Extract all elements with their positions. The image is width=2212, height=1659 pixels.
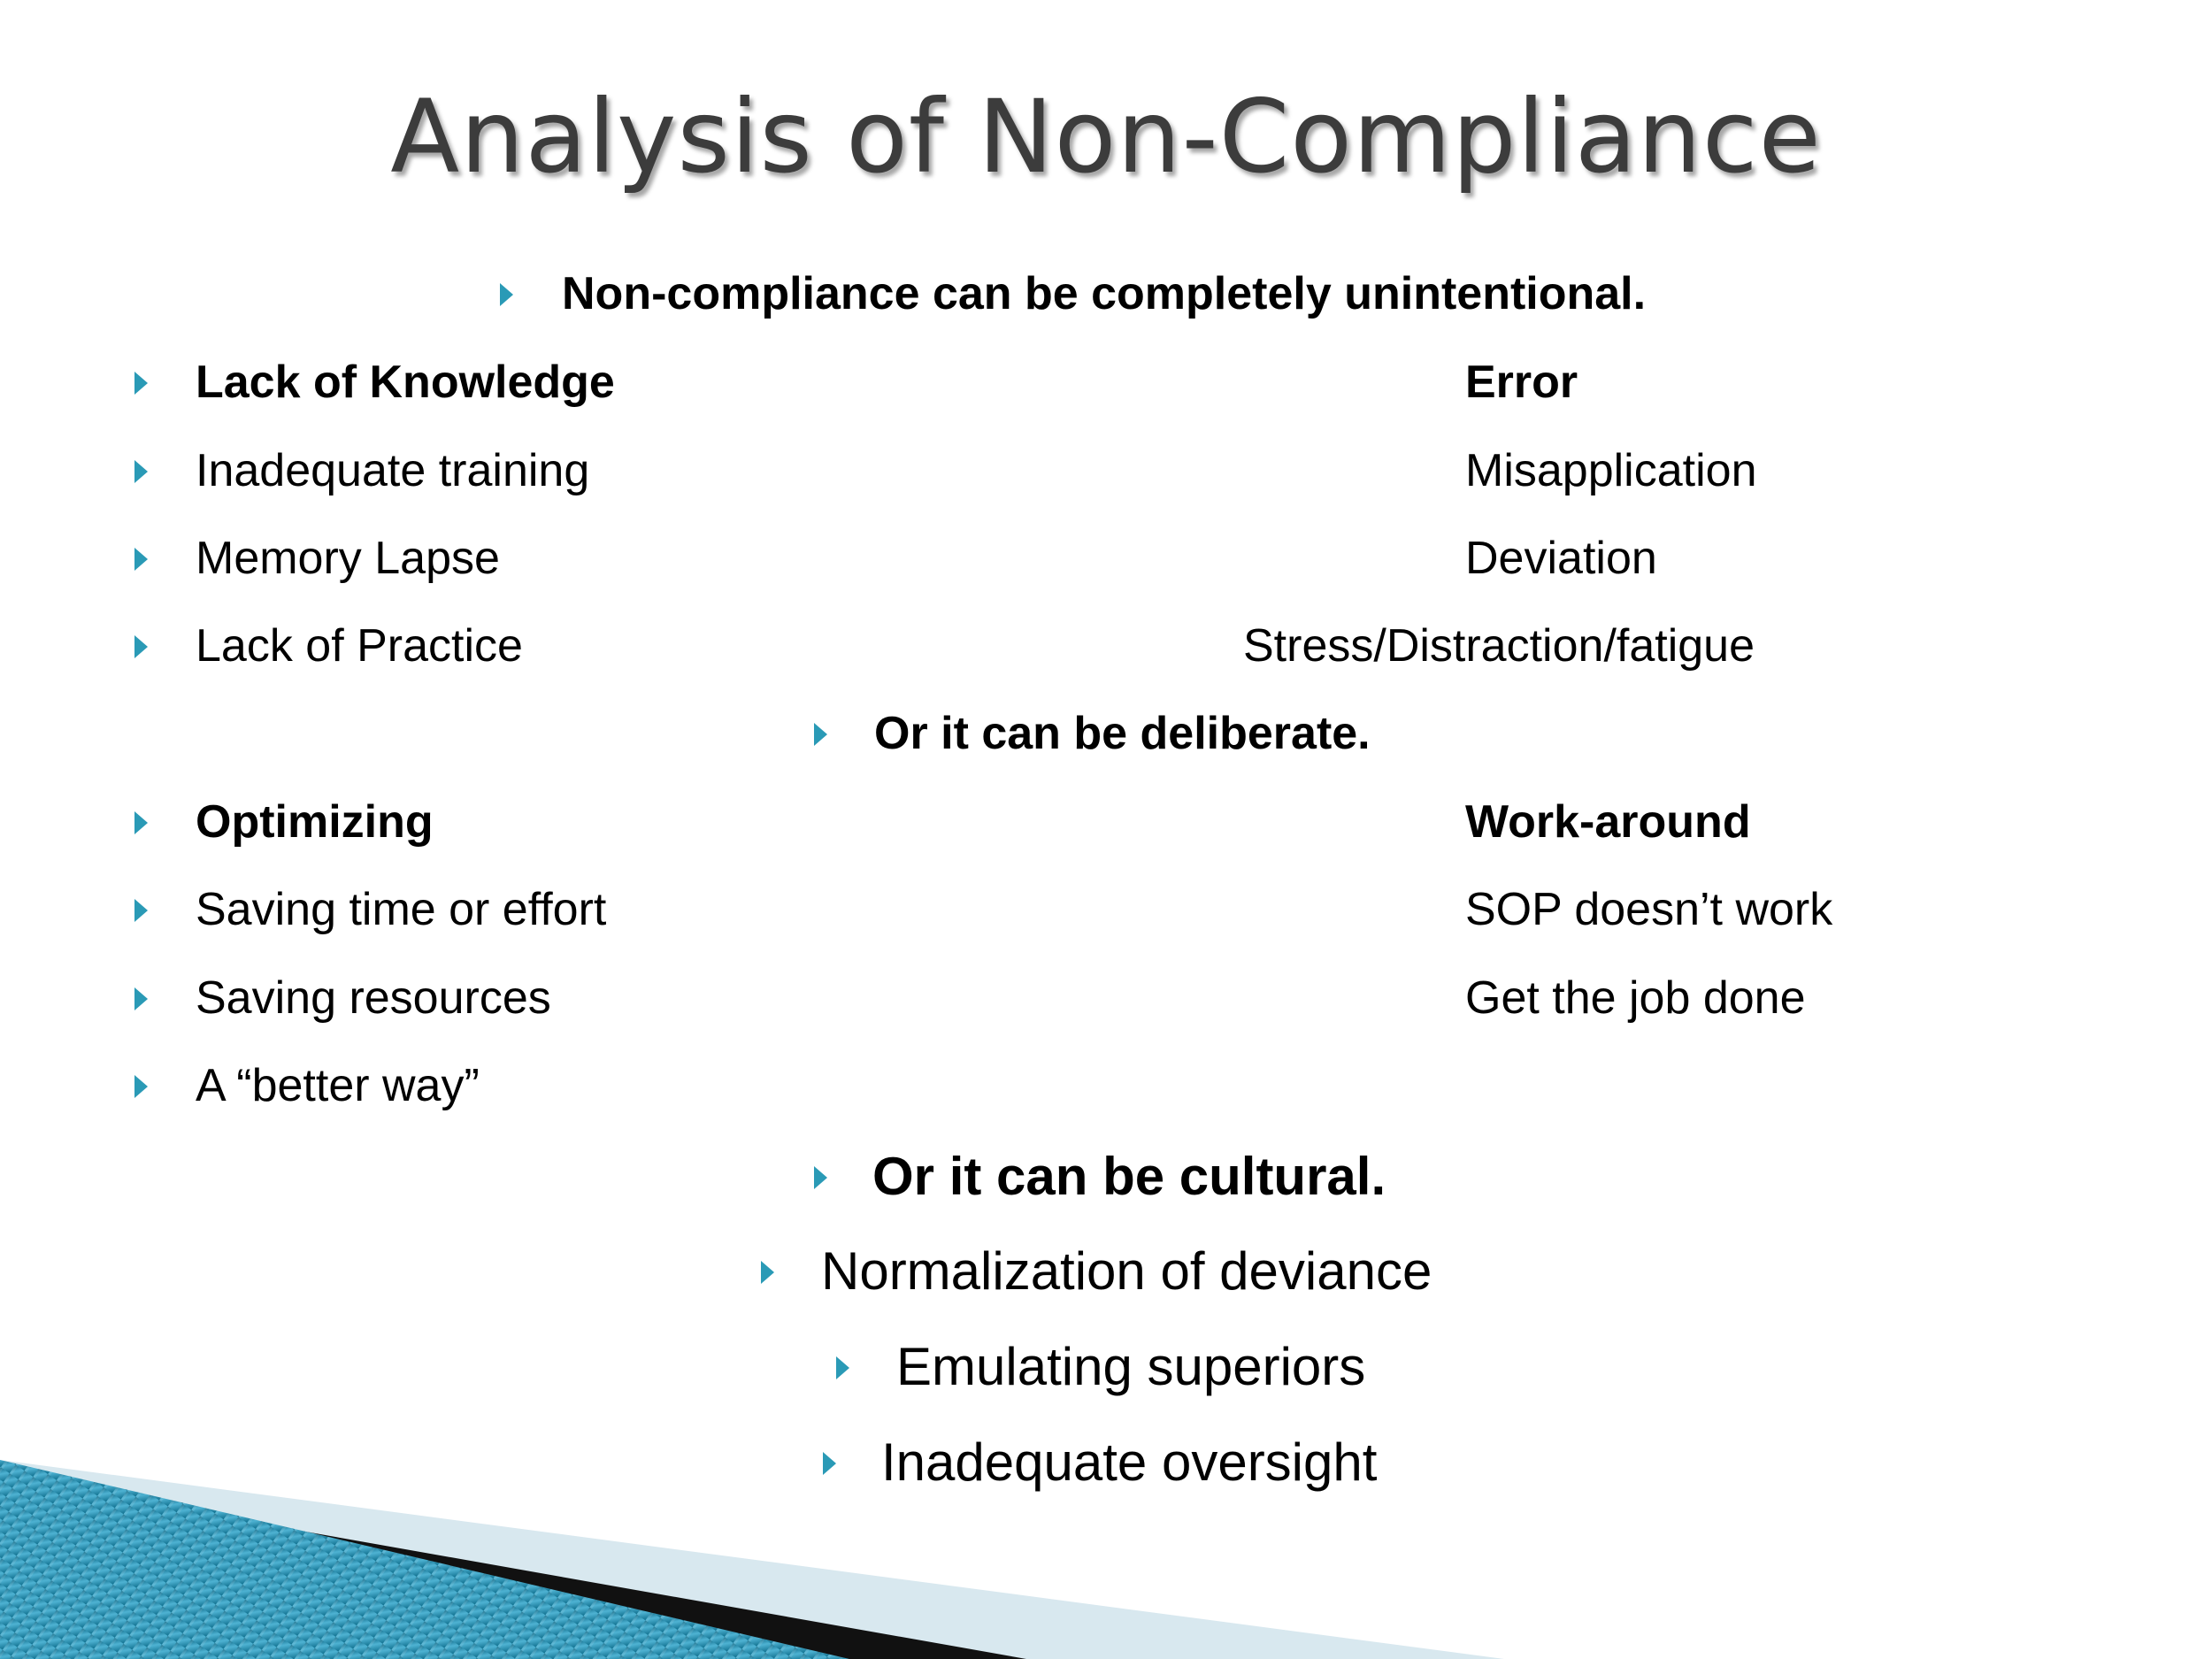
list-item: Memory Lapse — [196, 533, 500, 584]
list-item: Get the job done — [1465, 972, 1806, 1024]
triangle-bullet-icon — [134, 635, 148, 658]
triangle-bullet-icon — [134, 1075, 148, 1098]
triangle-bullet-icon — [761, 1261, 774, 1284]
list-item: Emulating superiors — [896, 1337, 1366, 1396]
error-heading: Error — [1465, 357, 1578, 408]
triangle-bullet-icon — [134, 460, 148, 483]
triangle-bullet-icon — [134, 372, 148, 395]
list-item: Lack of Practice — [196, 620, 523, 672]
list-item: Normalization of deviance — [821, 1241, 1432, 1301]
list-item: A “better way” — [196, 1060, 480, 1111]
list-item: Saving time or effort — [196, 884, 607, 935]
triangle-bullet-icon — [814, 723, 827, 746]
list-item: Inadequate oversight — [881, 1432, 1378, 1492]
list-item: Inadequate training — [196, 445, 590, 496]
triangle-bullet-icon — [500, 283, 513, 306]
list-item: Stress/Distraction/fatigue — [1243, 620, 1755, 672]
optimizing-heading: Optimizing — [196, 796, 434, 848]
lack-of-knowledge-heading: Lack of Knowledge — [196, 357, 615, 408]
cultural-heading: Or it can be cultural. — [872, 1147, 1386, 1206]
list-item: Deviation — [1465, 533, 1657, 584]
list-item: Misapplication — [1465, 445, 1757, 496]
triangle-bullet-icon — [134, 548, 148, 571]
corner-decoration — [0, 1376, 1504, 1659]
slide-title: Analysis of Non-Compliance — [390, 78, 1822, 196]
list-item: SOP doesn’t work — [1465, 884, 1833, 935]
triangle-bullet-icon — [134, 899, 148, 922]
work-around-heading: Work-around — [1465, 796, 1751, 848]
list-item: Saving resources — [196, 972, 551, 1024]
triangle-bullet-icon — [134, 811, 148, 834]
triangle-bullet-icon — [814, 1166, 827, 1189]
triangle-bullet-icon — [134, 987, 148, 1010]
intro-line: Non-compliance can be completely unintentional. — [562, 268, 1647, 319]
deliberate-heading: Or it can be deliberate. — [874, 708, 1371, 759]
